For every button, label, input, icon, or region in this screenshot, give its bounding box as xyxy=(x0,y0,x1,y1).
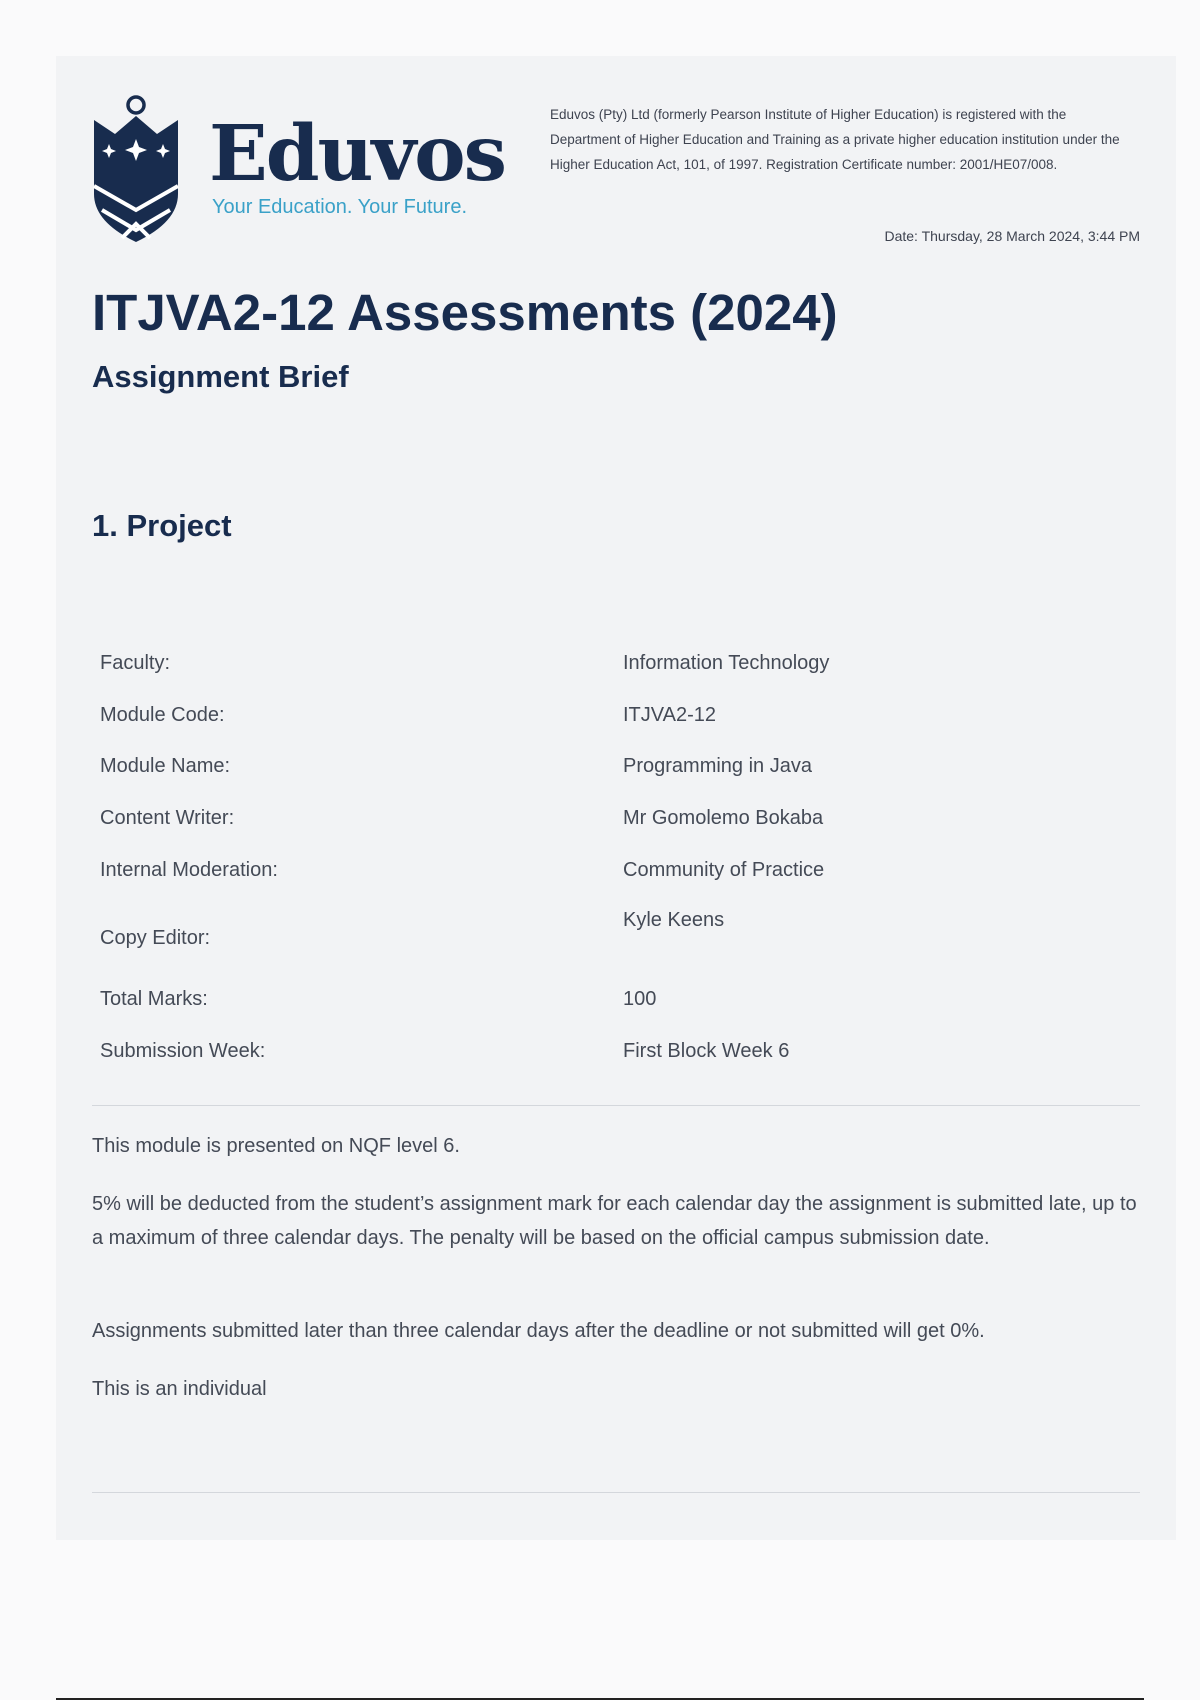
info-value: Programming in Java xyxy=(623,755,812,777)
info-label: Module Name: xyxy=(100,755,231,777)
info-label: Content Writer: xyxy=(100,807,235,829)
info-value: 100 xyxy=(623,988,657,1010)
nqf-level-paragraph: This module is presented on NQF level 6. xyxy=(92,1135,460,1157)
info-value: ITJVA2-12 xyxy=(623,704,716,726)
info-value: Community of Practice xyxy=(623,859,825,881)
info-value: Kyle Keens xyxy=(623,909,725,931)
info-label: Faculty: xyxy=(100,652,171,674)
info-label: Total Marks: xyxy=(100,988,208,1010)
section-heading: 1. Project xyxy=(92,508,232,543)
eduvos-crest-icon xyxy=(92,94,192,244)
individual-paragraph: This is an individual xyxy=(92,1378,267,1400)
registration-notice: Eduvos (Pty) Ltd (formerly Pearson Institute of Higher Education) is registered with the Department of Higher Education and Training as a private higher education institution under the Higher Education Act, 101, of 1997. Registration Certificate number: 2001/HE07/008. xyxy=(550,107,1120,172)
info-value: First Block Week 6 xyxy=(623,1040,790,1062)
bottom-divider xyxy=(92,1492,1140,1493)
info-label: Copy Editor: xyxy=(100,927,211,949)
info-label: Module Code: xyxy=(100,704,225,726)
section-divider xyxy=(92,1105,1140,1106)
info-label: Submission Week: xyxy=(100,1040,266,1062)
assignment-brief-card xyxy=(56,56,1176,1540)
late-penalty-paragraph: 5% will be deducted from the student’s assignment mark for each calendar day the assignment is submitted late, up to a maximum of three calendar days. The penalty will be based on the official campus submission date. xyxy=(92,1193,1137,1249)
logo-wordmark: Eduvos xyxy=(209,109,505,199)
info-label: Internal Moderation: xyxy=(100,859,278,881)
late-submission-paragraph: Assignments submitted later than three calendar days after the deadline or not submitted will get 0%. xyxy=(92,1320,985,1342)
print-date: Date: Thursday, 28 March 2024, 3:44 PM xyxy=(884,228,1140,244)
info-value: Mr Gomolemo Bokaba xyxy=(623,807,824,829)
logo-tagline: Your Education. Your Future. xyxy=(212,196,467,218)
eduvos-logo xyxy=(92,94,512,244)
page-title: ITJVA2-12 Assessments (2024) xyxy=(92,284,838,341)
page-subtitle: Assignment Brief xyxy=(92,359,349,394)
info-value: Information Technology xyxy=(623,652,830,674)
